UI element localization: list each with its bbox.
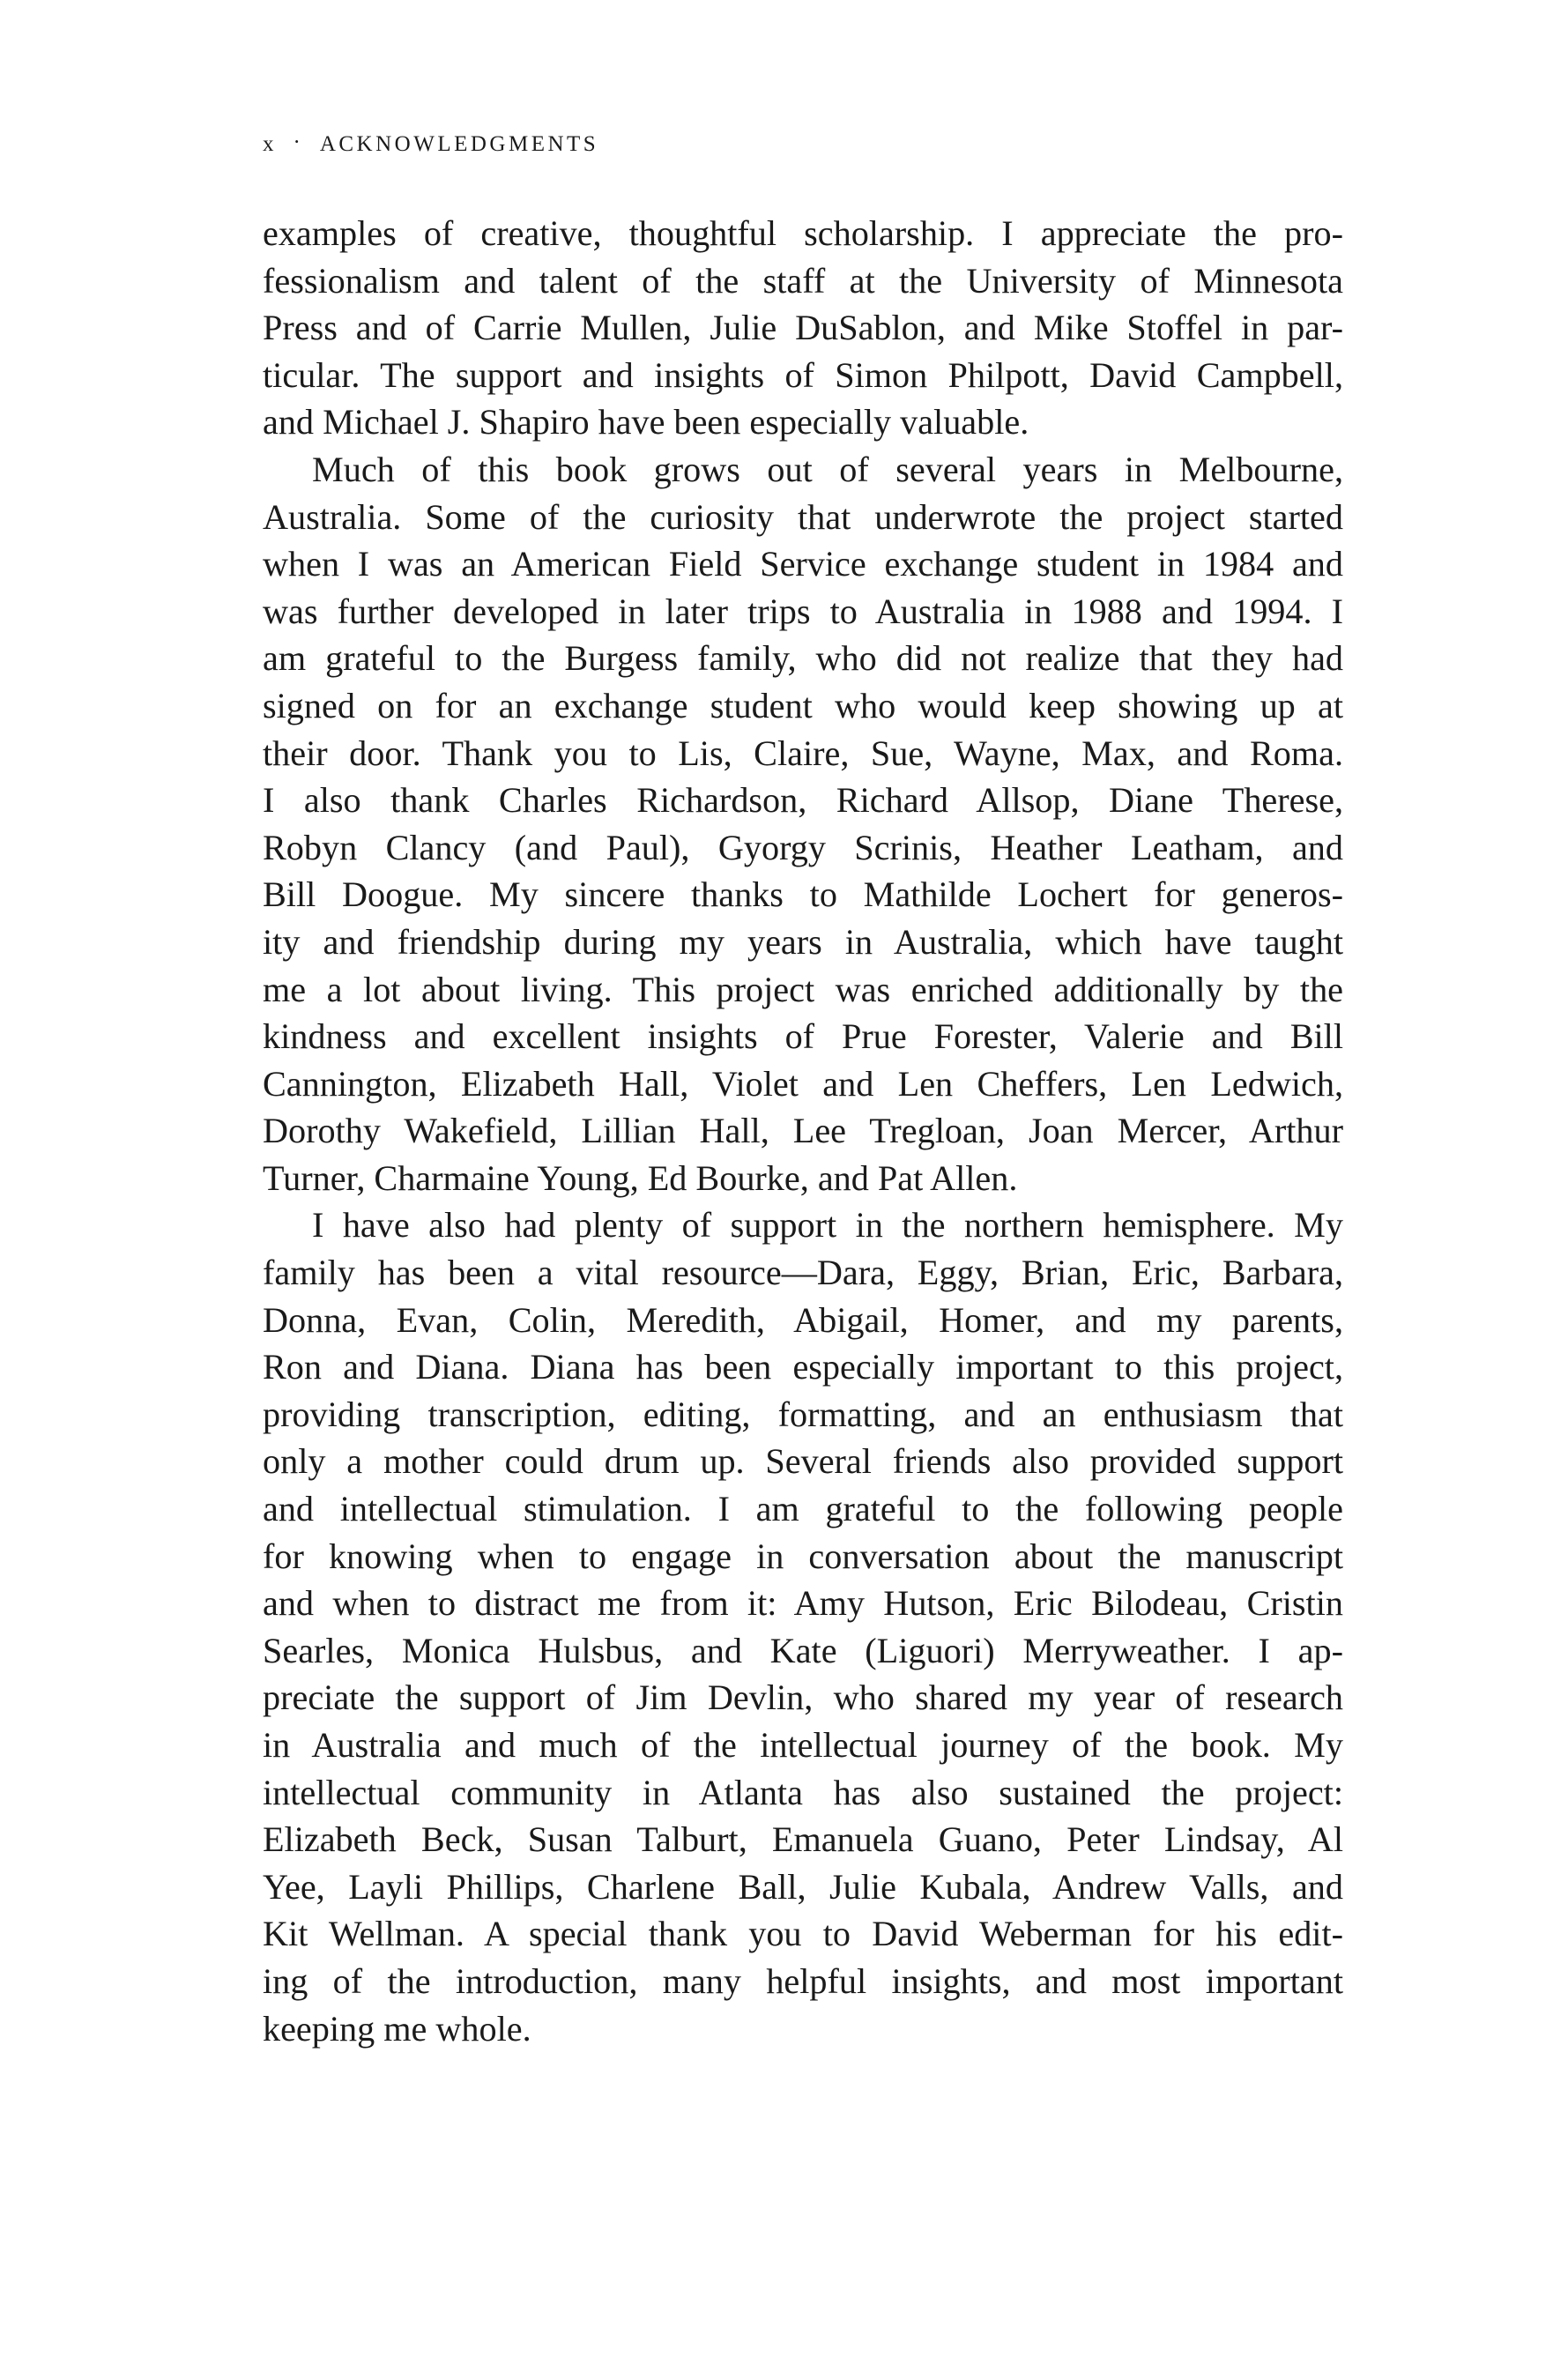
text-line: when I was an American Field Service exchange student in 1984 and xyxy=(263,544,1343,584)
text-line: fessionalism and talent of the staff at the University of Minnesota xyxy=(263,260,1343,301)
body-text xyxy=(263,210,1343,2052)
text-line: Press and of Carrie Mullen, Julie DuSablon, and Mike Stoffel in par- xyxy=(263,308,1343,348)
text-line: me a lot about living. This project was enriched additionally by the xyxy=(263,969,1343,1009)
text-line: I also thank Charles Richardson, Richard Allsop, Diane Therese, xyxy=(263,780,1343,821)
text-line: was further developed in later trips to Australia in 1988 and 1994. I xyxy=(263,591,1343,631)
text-line: ity and friendship during my years in Australia, which have taught xyxy=(263,921,1343,962)
paragraph-first-line: Much of this book grows out of several years in Melbourne, xyxy=(312,449,1343,489)
text-line: Bill Doogue. My sincere thanks to Mathilde Lochert for generos- xyxy=(263,874,1343,915)
text-line: Yee, Layli Phillips, Charlene Ball, Julie Kubala, Andrew Valls, and xyxy=(263,1866,1343,1907)
text-line: Turner, Charmaine Young, Ed Bourke, and Pat Allen. xyxy=(263,1157,1018,1198)
text-line: and intellectual stimulation. I am grateful to the following people xyxy=(263,1489,1343,1529)
text-line: ticular. The support and insights of Simon Philpott, David Campbell, xyxy=(263,354,1343,395)
text-line: preciate the support of Jim Devlin, who shared my year of research xyxy=(263,1677,1343,1718)
running-head-separator: · xyxy=(293,130,301,154)
page-number: x xyxy=(263,132,274,156)
text-line: examples of creative, thoughtful scholarship. I appreciate the pro- xyxy=(263,213,1343,253)
text-line: Robyn Clancy (and Paul), Gyorgy Scrinis, Heather Leatham, and xyxy=(263,827,1343,867)
text-line: am grateful to the Burgess family, who did not realize that they had xyxy=(263,638,1343,679)
text-line: Dorothy Wakefield, Lillian Hall, Lee Tregloan, Joan Mercer, Arthur xyxy=(263,1111,1343,1151)
text-line: and Michael J. Shapiro have been especially valuable. xyxy=(263,402,1029,443)
text-line: Ron and Diana. Diana has been especially important to this project, xyxy=(263,1347,1343,1387)
text-line: in Australia and much of the intellectual journey of the book. My xyxy=(263,1725,1343,1765)
text-line: and when to distract me from it: Amy Hutson, Eric Bilodeau, Cristin xyxy=(263,1583,1343,1624)
text-line: Searles, Monica Hulsbus, and Kate (Liguori) Merryweather. I ap- xyxy=(263,1630,1343,1670)
text-line: only a mother could drum up. Several friends also provided support xyxy=(263,1441,1343,1482)
text-line: providing transcription, editing, formatting, and an enthusiasm that xyxy=(263,1394,1343,1434)
text-line: ing of the introduction, many helpful insights, and most important xyxy=(263,1960,1343,2001)
text-line: family has been a vital resource—Dara, Eggy, Brian, Eric, Barbara, xyxy=(263,1253,1343,1293)
text-line: signed on for an exchange student who would keep showing up at xyxy=(263,685,1343,725)
text-line: Elizabeth Beck, Susan Talburt, Emanuela Guano, Peter Lindsay, Al xyxy=(263,1819,1343,1860)
text-line: their door. Thank you to Lis, Claire, Sue, Wayne, Max, and Roma. xyxy=(263,733,1343,773)
text-line: Cannington, Elizabeth Hall, Violet and Len Cheffers, Len Ledwich, xyxy=(263,1063,1343,1104)
text-line: Kit Wellman. A special thank you to David Weberman for his edit- xyxy=(263,1914,1343,1954)
running-head xyxy=(263,132,598,157)
text-line: keeping me whole. xyxy=(263,2008,531,2049)
section-title: ACKNOWLEDGMENTS xyxy=(319,132,599,156)
text-line: Donna, Evan, Colin, Meredith, Abigail, Homer, and my parents, xyxy=(263,1299,1343,1340)
text-line: kindness and excellent insights of Prue Forester, Valerie and Bill xyxy=(263,1016,1343,1057)
text-line: for knowing when to engage in conversation about the manuscript xyxy=(263,1536,1343,1576)
text-line: Australia. Some of the curiosity that underwrote the project started xyxy=(263,496,1343,537)
text-line: intellectual community in Atlanta has also sustained the project: xyxy=(263,1772,1343,1812)
paragraph-first-line: I have also had plenty of support in the northern hemisphere. My xyxy=(312,1205,1343,1246)
